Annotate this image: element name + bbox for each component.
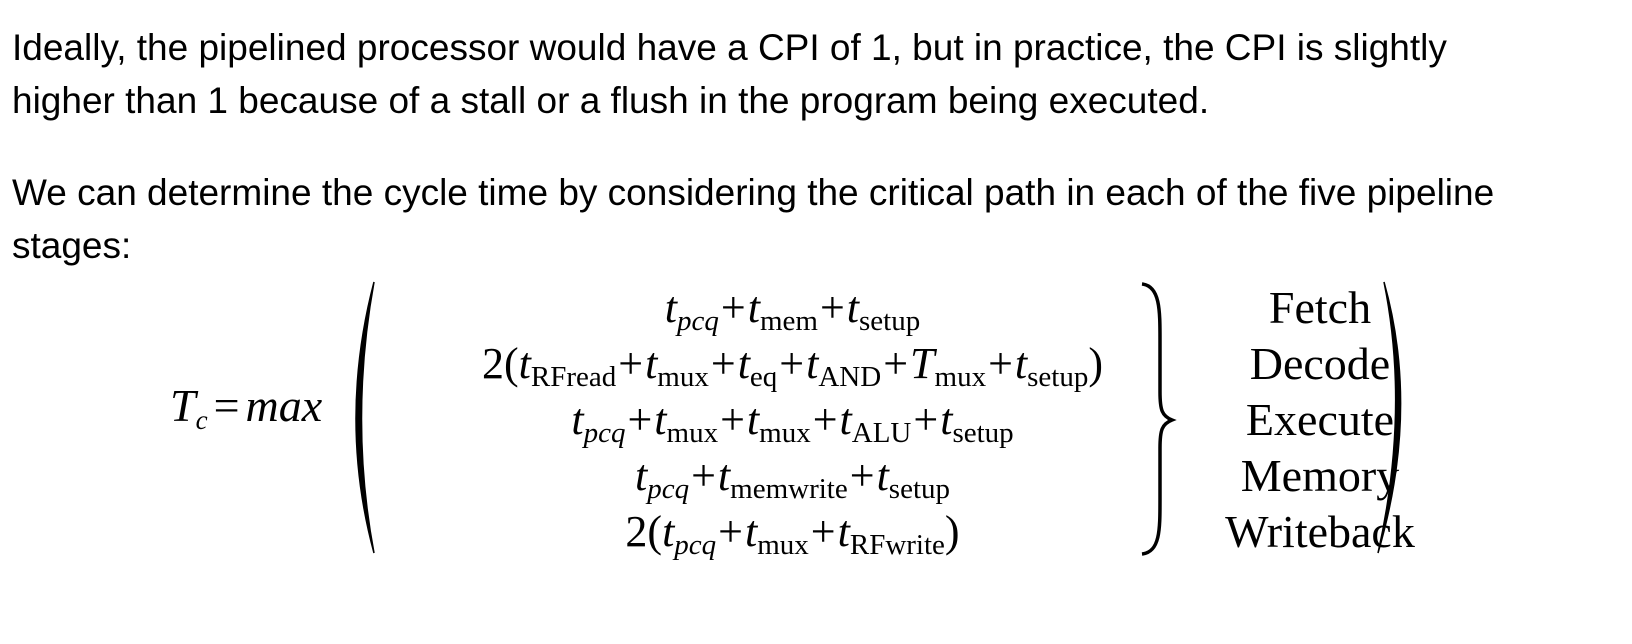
term-subscript: setup bbox=[1027, 361, 1089, 393]
term-subscript: memwrite bbox=[730, 473, 848, 505]
plus-operator: + bbox=[819, 283, 845, 332]
term-subscript: pcq bbox=[677, 305, 719, 337]
term-subscript: mux bbox=[657, 361, 709, 393]
term-variable: t bbox=[717, 451, 731, 500]
term-variable: t bbox=[745, 507, 758, 556]
intro-paragraph bbox=[12, 21, 1447, 127]
equation-row-execute bbox=[395, 392, 1190, 448]
stage-label-execute: Execute bbox=[1245, 394, 1395, 445]
term-variable: t bbox=[662, 507, 675, 556]
term-variable: t bbox=[645, 339, 658, 388]
plus-operator: + bbox=[849, 451, 875, 500]
plus-operator: + bbox=[779, 339, 805, 388]
cycle-time-equation bbox=[0, 280, 1632, 580]
plus-operator: + bbox=[618, 339, 644, 388]
term-variable: t bbox=[940, 395, 953, 444]
row-prefix: 2( bbox=[481, 339, 519, 388]
term-variable: t bbox=[747, 283, 760, 332]
equation-row-decode bbox=[395, 336, 1190, 392]
lhs-equals: = bbox=[213, 380, 240, 431]
term-subscript: eq bbox=[749, 361, 778, 393]
term-variable: t bbox=[634, 451, 648, 500]
term-variable: t bbox=[1014, 339, 1028, 388]
term-subscript: mux bbox=[757, 529, 809, 561]
cycle-line-1: We can determine the cycle time by considering the critical path in each of the five pipeline bbox=[12, 172, 1495, 213]
row-suffix: ) bbox=[944, 507, 960, 556]
lhs-function: max bbox=[245, 380, 323, 431]
plus-operator: + bbox=[627, 395, 653, 444]
plus-operator: + bbox=[720, 283, 746, 332]
term-subscript: setup bbox=[888, 473, 951, 505]
lhs-subscript: c bbox=[195, 405, 208, 435]
term-subscript: pcq bbox=[647, 473, 690, 505]
stage-label-fetch: Fetch bbox=[1268, 282, 1372, 333]
term-variable: t bbox=[518, 339, 531, 388]
plus-operator: + bbox=[810, 507, 836, 556]
term-variable: t bbox=[876, 451, 889, 500]
term-variable: t bbox=[839, 395, 852, 444]
term-subscript: RFread bbox=[530, 361, 617, 393]
plus-operator: + bbox=[691, 451, 716, 500]
row-prefix: 2( bbox=[625, 507, 663, 556]
row-suffix: ) bbox=[1088, 339, 1104, 388]
term-subscript: mem bbox=[759, 305, 818, 337]
plus-operator: + bbox=[720, 395, 745, 444]
equation-row-fetch bbox=[395, 280, 1190, 336]
term-variable: t bbox=[806, 339, 819, 388]
equation-row-writeback bbox=[395, 504, 1190, 560]
stage-label-decode: Decode bbox=[1249, 338, 1391, 389]
term-variable: t bbox=[571, 395, 584, 444]
term-subscript: setup bbox=[952, 417, 1014, 449]
term-subscript: mux bbox=[666, 417, 719, 449]
plus-operator: + bbox=[718, 507, 743, 556]
lhs-symbol: T bbox=[170, 380, 196, 431]
cycle-line-2: stages: bbox=[12, 225, 132, 266]
term-subscript: RFwrite bbox=[849, 529, 945, 561]
plus-operator: + bbox=[710, 339, 736, 388]
stage-label-memory: Memory bbox=[1240, 450, 1400, 501]
plus-operator: + bbox=[883, 339, 909, 388]
term-variable: T bbox=[910, 339, 935, 388]
plus-operator: + bbox=[988, 339, 1013, 388]
term-subscript: mux bbox=[759, 417, 811, 449]
term-subscript: mux bbox=[934, 361, 987, 393]
term-subscript: AND bbox=[818, 361, 882, 393]
term-variable: t bbox=[846, 283, 859, 332]
plus-operator: + bbox=[913, 395, 939, 444]
term-subscript: setup bbox=[859, 305, 921, 337]
equation-row-memory bbox=[395, 448, 1190, 504]
term-variable: t bbox=[654, 395, 667, 444]
term-subscript: pcq bbox=[674, 529, 717, 561]
stage-label-writeback: Writeback bbox=[1225, 506, 1415, 557]
intro-line-2: higher than 1 because of a stall or a flush in the program being executed. bbox=[12, 80, 1210, 121]
term-variable: t bbox=[837, 507, 850, 556]
plus-operator: + bbox=[812, 395, 838, 444]
cycle-time-paragraph bbox=[12, 166, 1494, 272]
term-variable: t bbox=[746, 395, 760, 444]
term-subscript: ALU bbox=[851, 417, 912, 449]
left-paren bbox=[356, 282, 374, 553]
term-variable: t bbox=[664, 283, 677, 332]
term-variable: t bbox=[737, 339, 750, 388]
term-subscript: pcq bbox=[583, 417, 626, 449]
intro-line-1: Ideally, the pipelined processor would have a CPI of 1, but in practice, the CPI is slightly bbox=[12, 27, 1447, 68]
